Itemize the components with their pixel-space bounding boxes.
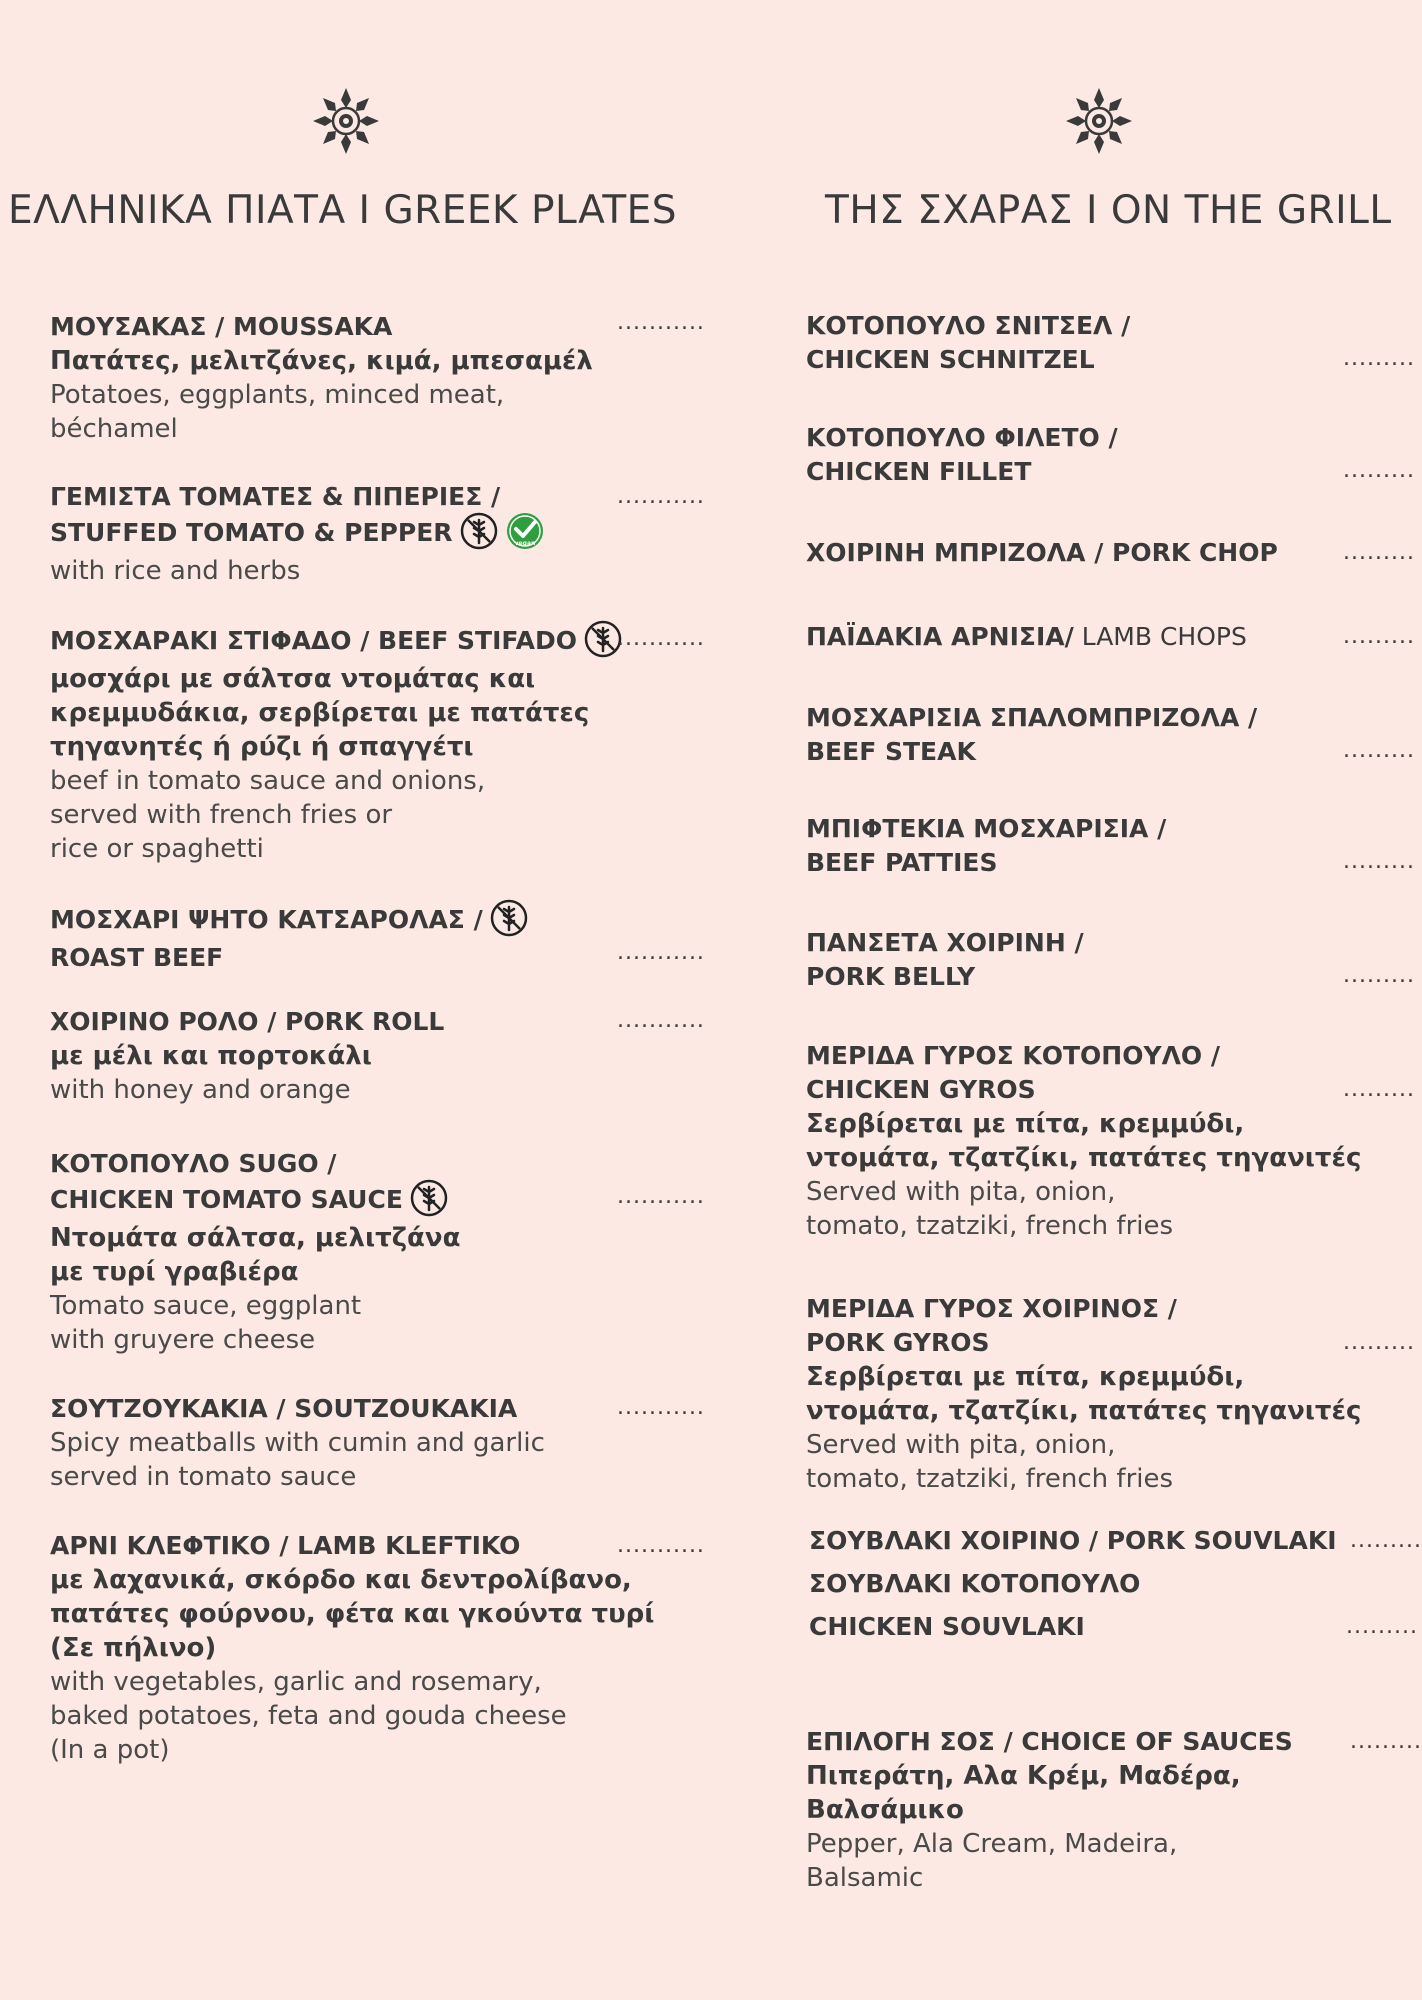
price-dots: ...........	[617, 940, 705, 965]
item-desc-greek: τηγανητές ή ρύζι ή σπαγγέτι	[50, 732, 474, 762]
menu-item-chicken-souvlaki	[809, 1567, 1140, 1644]
item-title: CHICKEN SOUVLAKI	[809, 1612, 1085, 1641]
price-dots: .........	[1343, 849, 1415, 874]
menu-item-pork-roll	[50, 1005, 444, 1107]
snowflake-ornament-icon	[311, 86, 381, 156]
item-title: ΣΟΥΤΖΟΥΚΑΚΙΑ / SOUTZOUKAKIA	[50, 1394, 518, 1423]
gluten-free-icon	[489, 898, 529, 938]
price-dots: .........	[1350, 1528, 1422, 1553]
item-desc-greek: Ντομάτα σάλτσα, μελιτζάνα	[50, 1223, 461, 1253]
item-desc-english: tomato, tzatziki, french fries	[806, 1464, 1174, 1494]
price-dots: .........	[1343, 540, 1415, 565]
item-title: ROAST BEEF	[50, 943, 224, 972]
item-desc-english: Spicy meatballs with cumin and garlic	[50, 1428, 545, 1458]
price-dots: .........	[1343, 624, 1415, 649]
item-desc-greek: Πατάτες, μελιτζάνες, κιμά, μπεσαμέλ	[50, 346, 593, 376]
menu-item-lamb-chops	[806, 620, 1247, 654]
item-desc-greek: με τυρί γραβιέρα	[50, 1257, 299, 1287]
price-dots: ...........	[617, 1008, 705, 1033]
item-title: CHICKEN TOMATO SAUCE	[50, 1181, 461, 1221]
menu-item-pork-chop	[806, 536, 1278, 570]
item-desc-greek: ντομάτα, τζατζίκι, πατάτες τηγανιτές	[806, 1396, 1362, 1426]
item-desc-english: baked potatoes, feta and gouda cheese	[50, 1701, 567, 1731]
left-section-title: ΕΛΛΗΝΙΚΑ ΠΙΑΤΑ Ι GREEK PLATES	[8, 188, 678, 233]
item-desc-english: served with french fries or	[50, 800, 393, 830]
item-desc-greek: Πιπεράτη, Αλα Κρέμ, Μαδέρα,	[806, 1761, 1241, 1791]
item-title: ΠΑΝΣΕΤΑ ΧΟΙΡΙΝΗ /	[806, 928, 1084, 957]
item-title: ΠΑΪΔΑΚΙΑ ΑΡΝΙΣΙΑ/ LAMB CHOPS	[806, 622, 1247, 651]
item-title: ΑΡΝΙ ΚΛΕΦΤΙΚΟ / LAMB KLEFTIKO	[50, 1531, 521, 1560]
menu-item-beef-stifado	[50, 622, 623, 866]
item-desc-english: béchamel	[50, 414, 178, 444]
item-desc-english: (In a pot)	[50, 1735, 170, 1765]
item-title: ΜΠΙΦΤΕΚΙΑ ΜΟΣΧΑΡΙΣΙΑ /	[806, 814, 1167, 843]
menu-item-lamb-kleftiko	[50, 1529, 654, 1767]
item-title: ΚΟΤΟΠΟΥΛΟ SUGO /	[50, 1149, 337, 1178]
item-desc-english: served in tomato sauce	[50, 1462, 357, 1492]
menu-item-stuffed-tomato	[50, 480, 545, 588]
item-title: ΜΟΣΧΑΡΙΣΙΑ ΣΠΑΛΟΜΠΡΙΖΟΛΑ /	[806, 703, 1258, 732]
item-desc-english: with gruyere cheese	[50, 1325, 316, 1355]
vegan-icon	[505, 511, 545, 551]
item-desc-greek: (Σε πήλινο)	[50, 1633, 217, 1663]
menu-item-chicken-schnitzel	[806, 309, 1130, 377]
item-desc-english: with honey and orange	[50, 1075, 351, 1105]
item-desc-greek: Βαλσάμικο	[806, 1795, 964, 1825]
vegan-label: vegan	[514, 540, 535, 547]
item-title: ΕΠΙΛΟΓΗ ΣΟΣ / CHOICE OF SAUCES	[806, 1727, 1293, 1756]
item-title: ΓΕΜΙΣΤΑ ΤΟΜΑΤΕΣ & ΠΙΠΕΡΙΕΣ /	[50, 482, 501, 511]
item-title: ΚΟΤΟΠΟΥΛΟ ΦΙΛΕΤΟ /	[806, 423, 1118, 452]
item-title: CHICKEN SCHNITZEL	[806, 345, 1095, 374]
menu-item-choice-of-sauces	[806, 1725, 1293, 1895]
item-desc-english: Served with pita, onion,	[806, 1430, 1116, 1460]
item-desc-english: Potatoes, eggplants, minced meat,	[50, 380, 505, 410]
price-dots: .........	[1343, 738, 1415, 763]
item-title: CHICKEN FILLET	[806, 457, 1032, 486]
item-desc-english: with rice and herbs	[50, 556, 301, 586]
item-title: ΜΟΥΣΑΚΑΣ / MOUSSAKA	[50, 312, 393, 341]
price-dots: ...........	[617, 484, 705, 509]
item-desc-greek: Σερβίρεται με πίτα, κρεμμύδι,	[806, 1362, 1245, 1392]
menu-item-pork-gyros	[806, 1292, 1361, 1496]
item-title: ΜΟΣΧΑΡΙ ΨΗΤΟ ΚΑΤΣΑΡΟΛΑΣ /	[50, 901, 529, 941]
gluten-free-icon	[459, 511, 499, 551]
price-dots: .........	[1346, 1614, 1418, 1639]
item-title: ΜΟΣΧΑΡΑΚΙ ΣΤΙΦΑΔΟ / BEEF STIFADO	[50, 622, 623, 662]
item-title: ΣΟΥΒΛΑΚΙ ΧΟΙΡΙΝΟ / PORK SOUVLAKI	[809, 1526, 1337, 1555]
price-dots: ...........	[617, 626, 705, 651]
price-dots: ...........	[617, 1395, 705, 1420]
item-title: ΧΟΙΡΙΝΟ ΡΟΛΟ / PORK ROLL	[50, 1007, 445, 1036]
menu-item-moussaka	[50, 310, 593, 446]
item-title: ΣΟΥΒΛΑΚΙ ΚΟΤΟΠΟΥΛΟ	[809, 1569, 1141, 1598]
item-desc-english: beef in tomato sauce and onions,	[50, 766, 486, 796]
item-title: PORK BELLY	[806, 962, 976, 991]
price-dots: .........	[1343, 346, 1415, 371]
price-dots: .........	[1343, 1330, 1415, 1355]
ornament-left-icon	[311, 86, 381, 156]
item-title: ΧΟΙΡΙΝΗ ΜΠΡΙΖΟΛΑ / PORK CHOP	[806, 538, 1278, 567]
menu-item-pork-souvlaki	[809, 1524, 1337, 1558]
gluten-free-icon	[409, 1178, 449, 1218]
price-dots: ...........	[617, 1184, 705, 1209]
menu-item-soutzoukakia	[50, 1392, 545, 1494]
menu-item-roast-beef	[50, 901, 529, 975]
item-title: ΜΕΡΙΔΑ ΓΥΡΟΣ ΚΟΤΟΠΟΥΛΟ /	[806, 1041, 1221, 1070]
price-dots: ...........	[617, 310, 705, 335]
menu-item-chicken-gyros	[806, 1039, 1361, 1243]
price-dots: .........	[1350, 1729, 1422, 1754]
right-section-title: ΤΗΣ ΣΧΑΡΑΣ Ι ON THE GRILL	[825, 188, 1392, 233]
menu-item-pork-belly	[806, 926, 1084, 994]
item-desc-greek: κρεμμυδάκια, σερβίρεται με πατάτες	[50, 698, 590, 728]
item-title: ΚΟΤΟΠΟΥΛΟ ΣΝΙΤΣΕΛ /	[806, 311, 1131, 340]
snowflake-ornament-icon	[1064, 86, 1134, 156]
item-desc-english: Pepper, Ala Cream, Madeira,	[806, 1829, 1178, 1859]
menu-item-chicken-sugo	[50, 1147, 461, 1357]
item-desc-english: with vegetables, garlic and rosemary,	[50, 1667, 542, 1697]
item-desc-greek: πατάτες φούρνου, φέτα και γκούντα τυρί	[50, 1599, 655, 1629]
price-dots: .........	[1343, 458, 1415, 483]
price-dots: .........	[1343, 963, 1415, 988]
item-title: CHICKEN GYROS	[806, 1075, 1036, 1104]
item-desc-english: Tomato sauce, eggplant	[50, 1291, 362, 1321]
item-desc-greek: ντομάτα, τζατζίκι, πατάτες τηγανιτές	[806, 1143, 1362, 1173]
item-desc-greek: με λαχανικά, σκόρδο και δεντρολίβανο,	[50, 1565, 632, 1595]
ornament-right-icon	[1064, 86, 1134, 156]
menu-item-beef-patties	[806, 812, 1166, 880]
price-dots: ...........	[617, 1533, 705, 1558]
item-title: BEEF PATTIES	[806, 848, 998, 877]
item-title: ΜΕΡΙΔΑ ΓΥΡΟΣ ΧΟΙΡΙΝΟΣ /	[806, 1294, 1177, 1323]
item-desc-greek: με μέλι και πορτοκάλι	[50, 1041, 372, 1071]
item-title: PORK GYROS	[806, 1328, 990, 1357]
item-title: BEEF STEAK	[806, 737, 976, 766]
item-title: STUFFED TOMATO & PEPPER vegan	[50, 514, 545, 554]
menu-item-beef-steak	[806, 701, 1257, 769]
menu-item-chicken-fillet	[806, 421, 1118, 489]
item-desc-greek: Σερβίρεται με πίτα, κρεμμύδι,	[806, 1109, 1245, 1139]
item-desc-english: tomato, tzatziki, french fries	[806, 1211, 1174, 1241]
item-desc-english: rice or spaghetti	[50, 834, 264, 864]
item-desc-greek: μοσχάρι με σάλτσα ντομάτας και	[50, 664, 536, 694]
price-dots: .........	[1343, 1077, 1415, 1102]
item-desc-english: Balsamic	[806, 1863, 924, 1893]
item-desc-english: Served with pita, onion,	[806, 1177, 1116, 1207]
